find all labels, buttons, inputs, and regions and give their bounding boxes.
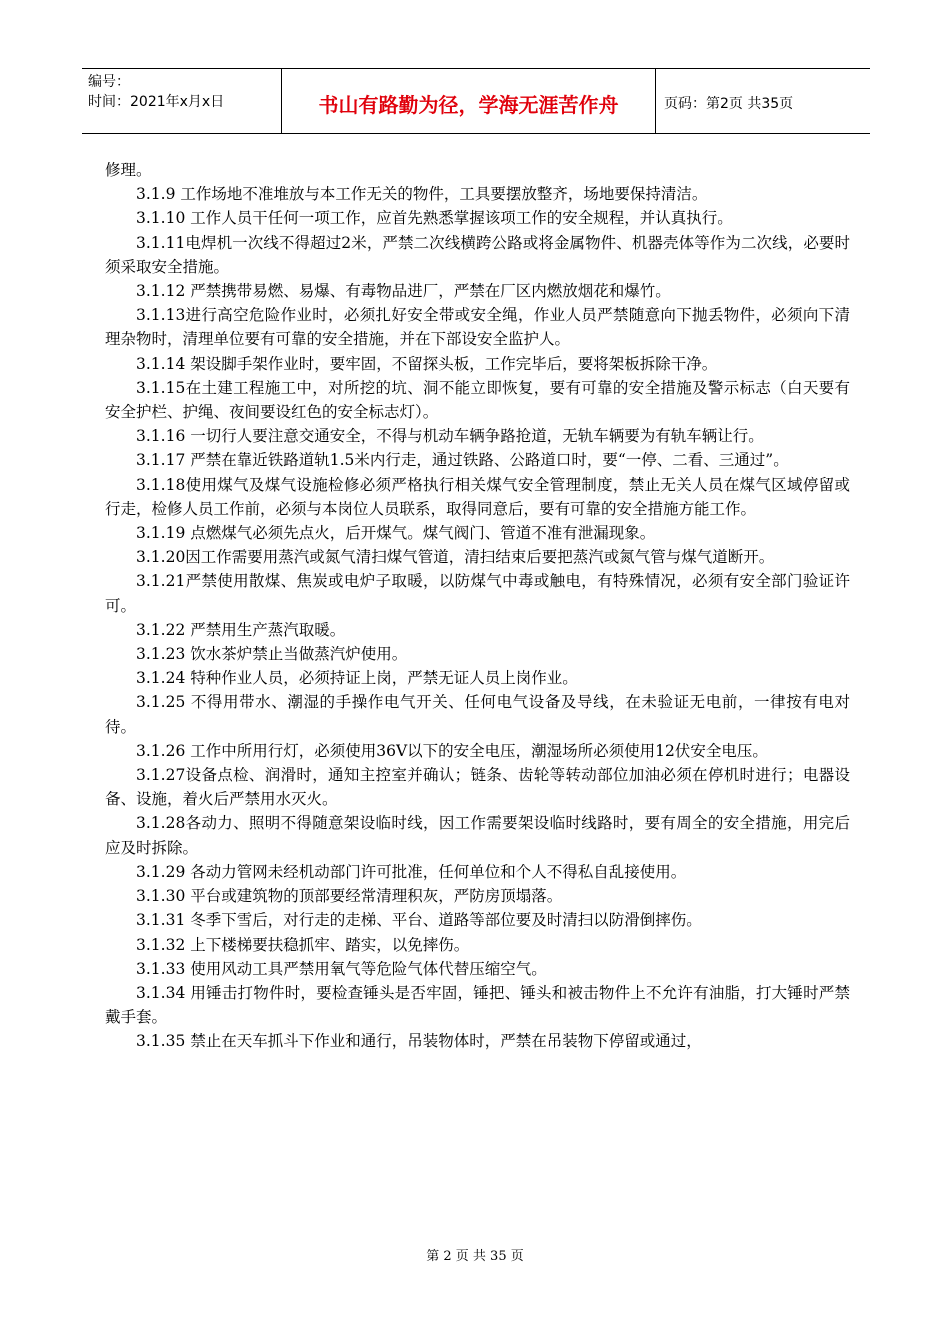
- paragraph: 3.1.13进行高空危险作业时，必须扎好安全带或安全绳，作业人员严禁随意向下抛丢物件，必须向下清理杂物时，清理单位要有可靠的安全措施，并在下部设安全监护人。: [105, 306, 850, 349]
- paragraph: 3.1.30 平台或建筑物的顶部要经常清理积灰，严防房顶塌落。: [136, 887, 563, 906]
- paragraph: 3.1.25 不得用带水、潮湿的手操作电气开关、任何电气设备及导线，在未验证无电前，一律按有电对待。: [105, 693, 850, 736]
- paragraph: 3.1.26 工作中所用行灯，必须使用36V以下的安全电压，潮湿场所必须使用12伏安全电压。: [136, 741, 768, 760]
- paragraph: 3.1.9 工作场地不准堆放与本工作无关的物件，工具要摆放整齐，场地要保持清洁。: [136, 185, 708, 204]
- paragraph: 3.1.10 工作人员干任何一项工作，应首先熟悉掌握该项工作的安全规程，并认真执行。: [136, 209, 733, 228]
- page-header: [82, 68, 870, 134]
- paragraph: 3.1.17 严禁在靠近铁路道轨1.5米内行走，通过铁路、公路道口时，要“一停、二看、三通过”。: [136, 451, 789, 470]
- paragraph: 3.1.18使用煤气及煤气设施检修必须严格执行相关煤气安全管理制度，禁止无关人员在煤气区域停留或行走，检修人员工作前，必须与本岗位人员联系，取得同意后，要有可靠的安全措施方能工作。: [105, 475, 850, 518]
- paragraph: 3.1.15在土建工程施工中，对所挖的坑、洞不能立即恢复，要有可靠的安全措施及警示标志（白天要有安全护栏、护绳、夜间要设红色的安全标志灯）。: [105, 378, 850, 422]
- document-date: 时间：2021年x月x日: [88, 94, 225, 110]
- paragraph: 3.1.23 饮水茶炉禁止当做蒸汽炉使用。: [136, 645, 408, 664]
- paragraph: 修理。: [105, 161, 152, 179]
- page-footer: 第 2 页 共 35 页: [426, 1249, 524, 1264]
- header-meta-cell: [82, 69, 282, 133]
- paragraph: 3.1.12 严禁携带易燃、易爆、有毒物品进厂，严禁在厂区内燃放烟花和爆竹。: [136, 282, 671, 301]
- header-motto: 书山有路勤为径，学海无涯苦作舟: [282, 69, 656, 133]
- paragraph: 3.1.34 用锤击打物件时，要检查锤头是否牢固，锤把、锤头和被击物件上不允许有油脂，打大锤时严禁戴手套。: [105, 983, 850, 1027]
- paragraph: 3.1.28各动力、照明不得随意架设临时线，因工作需要架设临时线路时，要有周全的安全措施，用完后应及时拆除。: [105, 814, 850, 857]
- paragraph: 3.1.24 特种作业人员，必须持证上岗，严禁无证人员上岗作业。: [136, 669, 578, 688]
- paragraph: 3.1.35 禁止在天车抓斗下作业和通行，吊装物体时，严禁在吊装物下停留或通过，: [136, 1032, 702, 1051]
- paragraph: 3.1.19 点燃煤气必须先点火，后开煤气。煤气阀门、管道不准有泄漏现象。: [136, 524, 656, 543]
- document-number-label: 编号：: [88, 74, 130, 90]
- paragraph: 3.1.33 使用风动工具严禁用氧气等危险气体代替压缩空气。: [136, 959, 547, 978]
- paragraph: 3.1.27设备点检、润滑时，通知主控室并确认；链条、齿轮等转动部位加油必须在停机时进行；电器设备、设施，着火后严禁用水灭火。: [105, 766, 850, 809]
- paragraph: 3.1.11电焊机一次线不得超过2米，严禁二次线横跨公路或将金属物件、机器壳体等作为二次线，必要时须采取安全措施。: [105, 233, 850, 276]
- paragraph: 3.1.32 上下楼梯要扶稳抓牢、踏实，以免摔伤。: [136, 935, 470, 954]
- paragraph: 3.1.31 冬季下雪后，对行走的走梯、平台、道路等部位要及时清扫以防滑倒摔伤。: [136, 911, 702, 930]
- header-page-info: 页码：第2页 共35页: [664, 96, 794, 112]
- paragraph: 3.1.21严禁使用散煤、焦炭或电炉子取暖，以防煤气中毒或触电，有特殊情况，必须有安全部门验证许可。: [105, 572, 850, 615]
- document-body: [105, 158, 850, 1054]
- paragraph: 3.1.20因工作需要用蒸汽或氮气清扫煤气管道，清扫结束后要把蒸汽或氮气管与煤气道断开。: [136, 548, 775, 567]
- paragraph: 3.1.14 架设脚手架作业时，要牢固，不留探头板，工作完毕后，要将架板拆除干净。: [136, 354, 718, 373]
- paragraph: 3.1.16 一切行人要注意交通安全，不得与机动车辆争路抢道，无轨车辆要为有轨车辆让行。: [136, 427, 764, 446]
- paragraph: 3.1.22 严禁用生产蒸汽取暖。: [136, 620, 346, 639]
- paragraph: 3.1.29 各动力管网未经机动部门许可批准，任何单位和个人不得私自乱接使用。: [136, 862, 687, 881]
